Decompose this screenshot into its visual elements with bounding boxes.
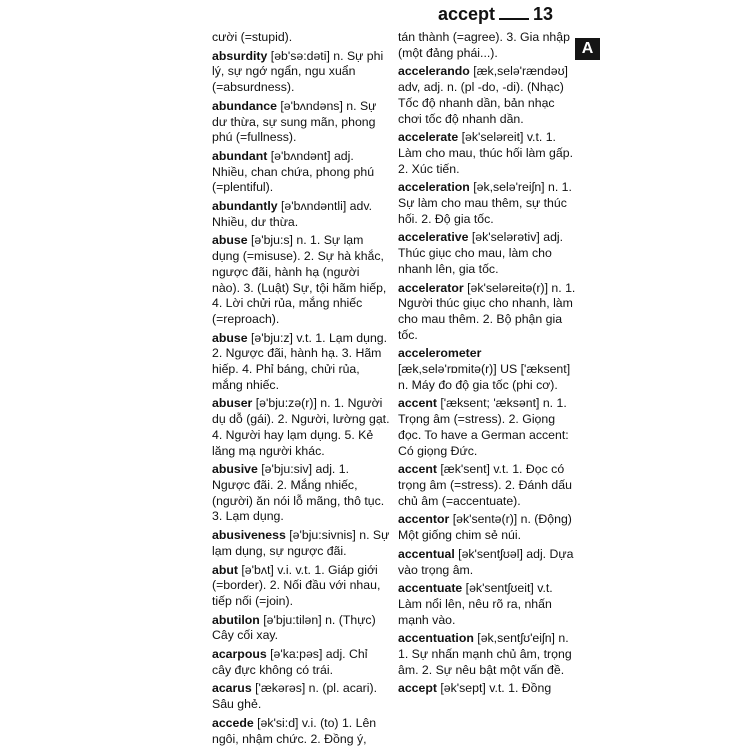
right-column [398,30,576,750]
entry-headword: acarpous [212,647,267,662]
entry-headword: absurdity [212,48,268,63]
entry-definition: [ə'bju:z] v.t. 1. Lạm dụng. 2. Ngược đãi, hành hạ. 3. Hãm hiếp. 4. Phỉ báng, chửi rủa, mắng nhiếc. [212,330,388,392]
entry-headword: abuse [212,330,248,345]
dictionary-entry [212,681,390,712]
entry-definition: [ək'sentə(r)] n. (Động) Một giống chim sẻ núi. [398,512,572,543]
page-number: 13 [533,4,554,24]
dictionary-entry [212,149,390,196]
entry-headword: accentuation [398,631,474,646]
dictionary-entry [398,130,576,177]
dictionary-entry [212,49,390,96]
page-header [438,4,553,25]
dictionary-entry [212,647,390,678]
entry-definition: [ə'bʌndəns] n. Sự dư thừa, sự sung mãn, phong phú (=fullness). [212,98,377,145]
entry-headword: accentuate [398,581,463,596]
entry-definition: [ək'seləreitə(r)] n. 1. Người thúc giục cho nhanh, làm cho mau thêm. 2. Bộ phận gia tốc. [398,280,576,342]
entry-definition: [ə'bju:siv] adj. 1. Ngược đãi. 2. Mắng nhiếc, (người) ăn nói lỗ mãng, thô tục. 3. Lạm dụng. [212,462,385,524]
dictionary-entry [212,199,390,230]
entry-headword: accent [398,396,437,411]
entry-definition: [ək'sept] v.t. 1. Đồng [440,681,552,696]
left-column [212,30,390,750]
entry-headword: abundant [212,148,268,163]
entry-definition: [ək'sentʃʊeit] v.t. Làm nổi lên, nêu rõ ra, nhấn mạnh vào. [398,581,553,627]
entry-definition: [æk,selə'rɒmitə(r)] US ['æksent] n. Máy đo độ gia tốc (phi cơ). [398,362,571,392]
entry-headword: accelerando [398,64,470,79]
entry-definition: [ə'bʌndənt] adj. Nhiều, chan chứa, phong phú (=plentiful). [212,148,375,195]
dictionary-entry [212,528,390,559]
entry-headword: accede [212,715,254,730]
entry-definition: [ək'sentʃʊəl] adj. Dựa vào trọng âm. [398,546,574,577]
dictionary-entry [212,563,390,610]
entry-definition: [ə'bʌndəntli] adv. Nhiều, dư thừa. [212,199,373,229]
entry-headword: abuse [212,233,248,248]
entry-headword: abutilon [212,612,260,627]
dictionary-entry [398,547,576,578]
entry-headword: accelerative [398,230,469,245]
entry-definition: [ək'seləreit] v.t. 1. Làm cho mau, thúc hối làm gấp. 2. Xúc tiến. [398,130,573,176]
entry-headword: abundance [212,98,277,113]
dictionary-entry [398,462,576,509]
dictionary-entry [212,396,390,459]
entry-definition: [ə'bju:tilən] n. (Thực) Cây cối xay. [212,612,376,643]
dictionary-entry [398,631,576,678]
dictionary-entry [398,346,576,393]
entry-definition: [ə'bʌt] v.i. v.t. 1. Giáp giới (=border). 2. Nối đầu với nhau, tiếp nối (=join). [212,562,381,608]
entry-definition: [ək,sentʃʊ'eiʃn] n. 1. Sự nhấn mạnh chủ âm, trọng âm. 2. Sự nêu bật một vấn đề. [398,631,572,677]
entry-headword: accent [398,462,437,477]
entry-definition: [ə'bju:s] n. 1. Sự lạm dụng (=misuse). 2. Sự hà khắc, ngược đãi, hành hạ (người nào). 3. (Luật) Sự, tội hãm hiếp, 4. Lời chửi rủa, mắng nhiếc (=reproach). [212,233,387,326]
entry-headword: accelerate [398,130,459,145]
entry-definition: [æk,selə'rændəʊ] adv, adj. n. (pl -do, -di). (Nhạc) Tốc độ nhanh dần, bản nhạc chơi tốc độ nhanh dần. [398,64,568,126]
entry-definition: tán thành (=agree). 3. Gia nhập (một đảng phái...). [398,30,570,60]
entry-headword: acceleration [398,180,470,195]
entry-headword: abut [212,562,238,577]
dictionary-entry [212,462,390,525]
entry-headword: accentual [398,546,455,561]
dictionary-entry [398,230,576,277]
entry-headword: accentor [398,512,450,527]
entry-definition: [ək'si:d] v.i. (to) 1. Lên ngôi, nhậm chức. 2. Đồng ý, [212,715,377,746]
dictionary-entry [212,99,390,146]
entry-headword: abuser [212,396,253,411]
dictionary-entry [212,331,390,394]
dictionary-entry [398,180,576,227]
dictionary-entry [398,30,576,61]
entry-headword: acarus [212,681,252,696]
entry-definition: [ə'bju:zə(r)] n. 1. Người dụ dỗ (gái). 2. Người, lường gạt. 4. Người hay lạm dụng. 5. Kẻ lăng mạ người khác. [212,396,390,458]
dictionary-entry [212,716,390,747]
entry-definition: [ə'ka:pəs] adj. Chỉ cây đực không có trái. [212,647,368,677]
entry-definition: [ək,selə'reiʃn] n. 1. Sự làm cho mau thêm, sự thúc hối. 2. Độ gia tốc. [398,180,572,226]
guide-word: accept [438,4,496,24]
entry-definition: cười (=stupid). [212,30,293,44]
dictionary-entry [398,512,576,543]
entry-headword: accept [398,681,437,696]
entry-definition: [ə'bju:sivnis] n. Sự lạm dụng, sự ngược đãi. [212,528,390,558]
dictionary-entry [212,613,390,644]
entry-headword: accelerator [398,280,464,295]
dictionary-entry [398,581,576,628]
entry-headword: accelerometer [398,346,482,361]
dictionary-entry [398,681,576,697]
entry-definition: ['æksent; 'æksənt] n. 1. Trọng âm (=stress). 2. Giọng đọc. To have a German accent: Có giọng Đức. [398,396,569,458]
dictionary-entry [398,396,576,459]
entry-headword: abusiveness [212,528,286,543]
dictionary-entry [212,233,390,327]
dictionary-entry [398,281,576,344]
entry-definition: [æk'sent] v.t. 1. Đọc có trọng âm (=stress). 2. Đánh dấu chủ âm (=accentuate). [398,462,572,508]
entry-definition: [əb'sə:dəti] n. Sự phi lý, sự ngớ ngẩn, ngu xuẩn (=absurdness). [212,48,384,95]
dictionary-entry [398,64,576,127]
dictionary-entry [212,30,390,46]
entry-headword: abusive [212,462,258,477]
letter-tab: A [575,38,600,60]
entry-headword: abundantly [212,199,278,214]
entry-definition: ['ækərəs] n. (pl. acari). Sâu ghẻ. [212,681,378,712]
entry-definition: [ək'selərətiv] adj. Thúc giục cho mau, làm cho nhanh lên, gia tốc. [398,230,564,276]
header-rule [499,18,529,20]
